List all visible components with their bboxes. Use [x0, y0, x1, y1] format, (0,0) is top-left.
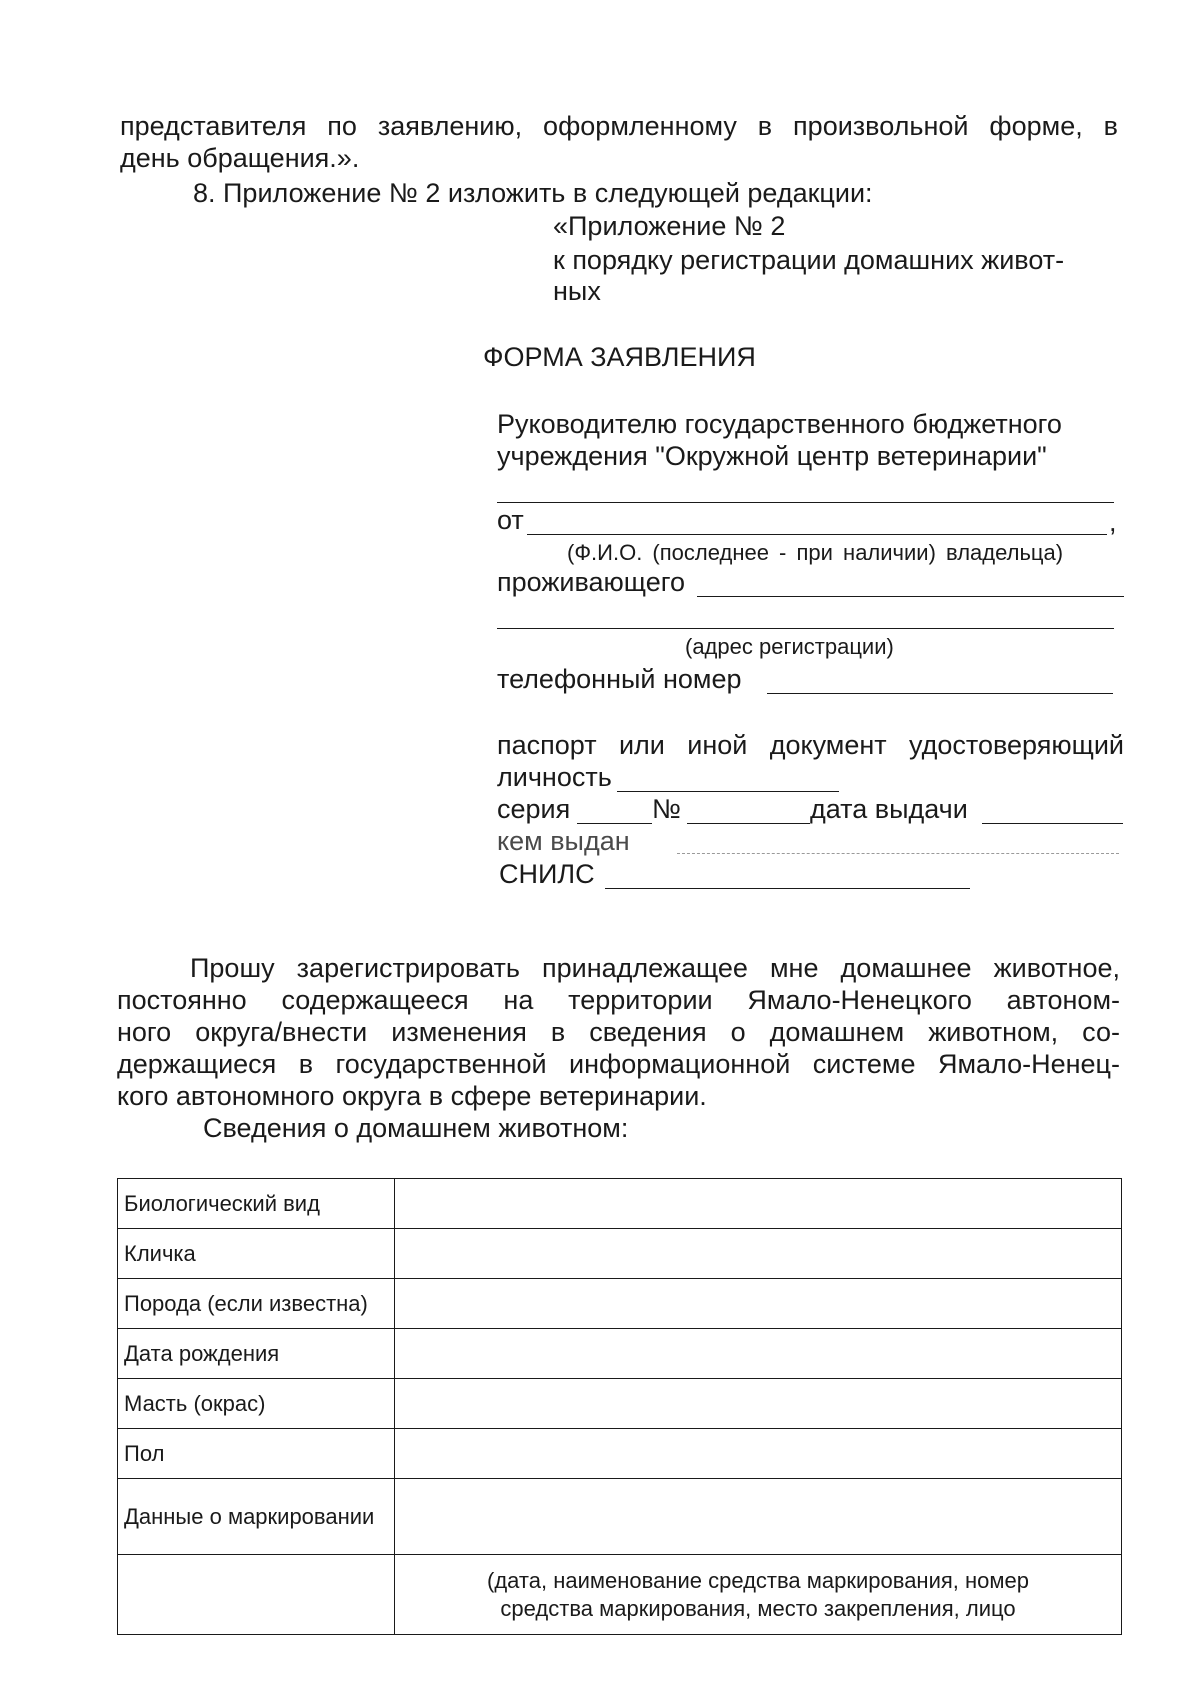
- color-value[interactable]: [395, 1379, 1122, 1429]
- request-line-3: ного округа/внести изменения в сведения о домашнем животном, со-: [117, 1017, 1120, 1047]
- color-label: Масть (окрас): [118, 1379, 395, 1429]
- table-row: [118, 1379, 1122, 1429]
- intro-line-1: представителя по заявлению, оформленному в произвольной форме, в: [120, 111, 1118, 141]
- request-line-1: Прошу зарегистрировать принадлежащее мне домашнее животное,: [190, 953, 1120, 983]
- request-line-4: держащиеся в государственной информационной системе Ямало-Ненец-: [117, 1049, 1120, 1079]
- animal-info-heading: Сведения о домашнем животном:: [203, 1113, 629, 1143]
- request-line-5: кого автономного округа в сфере ветеринарии.: [117, 1081, 707, 1111]
- address-caption: (адрес регистрации): [685, 634, 894, 659]
- marking-data-value[interactable]: [395, 1479, 1122, 1555]
- table-row: [118, 1179, 1122, 1229]
- table-row: [118, 1329, 1122, 1379]
- animal-details-table: [117, 1178, 1122, 1635]
- table-row: [118, 1555, 1122, 1635]
- owner-name-field[interactable]: [527, 534, 1107, 535]
- series-label: серия: [497, 794, 571, 824]
- intro-line-2: день обращения.».: [120, 143, 360, 173]
- identity-field[interactable]: [617, 791, 839, 792]
- from-trailing-comma: ,: [1109, 507, 1117, 537]
- issue-date-label: дата выдачи: [810, 794, 968, 824]
- species-value[interactable]: [395, 1179, 1122, 1229]
- appendix-subtitle-1: к порядку регистрации домашних живот-: [553, 245, 1065, 275]
- birth-date-value[interactable]: [395, 1329, 1122, 1379]
- identity-label: личность: [497, 762, 612, 792]
- issue-date-field[interactable]: [982, 823, 1123, 824]
- nickname-label: Кличка: [118, 1229, 395, 1279]
- marking-data-label: Данные о маркировании: [118, 1479, 395, 1555]
- appendix-subtitle-2: ных: [553, 276, 601, 306]
- breed-label: Порода (если известна): [118, 1279, 395, 1329]
- number-label: №: [652, 794, 681, 824]
- birth-date-label: Дата рождения: [118, 1329, 395, 1379]
- fio-caption: (Ф.И.О. (последнее - при наличии) владельца): [567, 540, 1064, 565]
- residing-label: проживающего: [497, 567, 685, 597]
- marking-note-line-2: средства маркирования, место закрепления, лицо: [500, 1595, 1016, 1621]
- addressee-blank-line[interactable]: [497, 502, 1114, 503]
- sex-value[interactable]: [395, 1429, 1122, 1479]
- number-field[interactable]: [687, 823, 810, 824]
- from-label: от: [497, 505, 524, 535]
- snils-label: СНИЛС: [499, 859, 595, 889]
- phone-label: телефонный номер: [497, 664, 742, 694]
- residence-field[interactable]: [697, 596, 1124, 597]
- table-row: [118, 1229, 1122, 1279]
- marking-note-empty-cell: [118, 1555, 395, 1635]
- table-row: [118, 1429, 1122, 1479]
- addressee-line-1: Руководителю государственного бюджетного: [497, 409, 1062, 439]
- phone-field[interactable]: [767, 693, 1113, 694]
- addressee-line-2: учреждения "Окружной центр ветеринарии": [497, 441, 1047, 471]
- issued-by-label: кем выдан: [497, 826, 630, 856]
- table-row: [118, 1279, 1122, 1329]
- breed-value[interactable]: [395, 1279, 1122, 1329]
- appendix-title: «Приложение № 2: [553, 211, 786, 241]
- document-line-1: паспорт или иной документ удостоверяющий: [497, 730, 1124, 760]
- snils-field[interactable]: [605, 888, 970, 889]
- form-title: ФОРМА ЗАЯВЛЕНИЯ: [483, 342, 756, 372]
- issued-by-field[interactable]: [677, 853, 1119, 854]
- marking-note-line-1: (дата, наименование средства маркирования, номер: [487, 1567, 1029, 1593]
- table-row: [118, 1479, 1122, 1555]
- amendment-item-8: 8. Приложение № 2 изложить в следующей редакции:: [193, 178, 873, 208]
- marking-note-cell: [395, 1555, 1122, 1635]
- series-field[interactable]: [577, 823, 652, 824]
- nickname-value[interactable]: [395, 1229, 1122, 1279]
- sex-label: Пол: [118, 1429, 395, 1479]
- request-line-2: постоянно содержащееся на территории Ямало-Ненецкого автоном-: [117, 985, 1120, 1015]
- residence-field-line-2[interactable]: [497, 628, 1114, 629]
- species-label: Биологический вид: [118, 1179, 395, 1229]
